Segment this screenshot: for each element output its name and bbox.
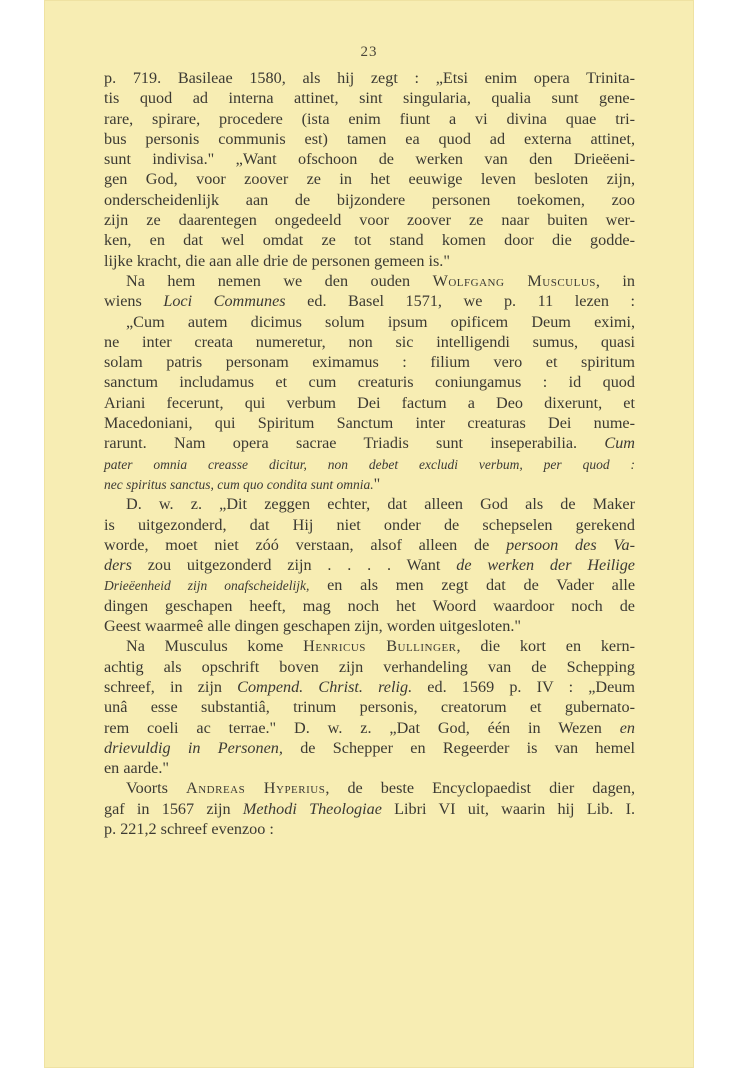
book-page [44, 0, 694, 1068]
text-line: onderscheidenlijk aan de bijzondere personen toekomen, zoo [104, 190, 635, 209]
text-line: gen God, voor zoover ze in het eeuwige leven besloten zijn, [104, 170, 635, 189]
text-line: wiens Loci Communes ed. Basel 1571, we p. 11 lezen : [104, 292, 635, 311]
text-line: rem coeli ac terrae." D. w. z. „Dat God, één in Wezen en [104, 718, 635, 737]
text-line: unâ esse substantiâ, trinum personis, creatorum et gubernato- [104, 698, 635, 717]
text-line: rare, spirare, procedere (ista enim fiunt a vi divina quae tri- [104, 109, 635, 128]
text-line: dingen geschapen heeft, mag noch het Woord waardoor noch de [104, 596, 635, 615]
text-line: bus personis communis est) tamen ea quod ad externa attinet, [104, 129, 635, 148]
text-line: Geest waarmeê alle dingen geschapen zijn, worden uitgesloten." [104, 617, 521, 636]
text-line: ken, en dat wel omdat ze tot stand komen door die godde- [104, 231, 635, 250]
text-line: schreef, in zijn Compend. Christ. relig. ed. 1569 p. IV : „Deum [104, 677, 635, 696]
text-line: Voorts Andreas Hyperius, de beste Encyclopaedist dier dagen, [126, 779, 635, 798]
text-line: p. 221,2 schreef evenzoo : [104, 819, 274, 838]
text-line: solam patris personam eximamus : filium vero et spiritum [104, 353, 635, 372]
text-line: gaf in 1567 zijn Methodi Theologiae Libri VI uit, waarin hij Lib. I. [104, 799, 636, 818]
text-line: D. w. z. „Dit zeggen echter, dat alleen God als de Maker [126, 495, 635, 514]
text-line: p. 719. Basileae 1580, als hij zegt : „Etsi enim opera Trinita- [104, 69, 635, 87]
text-line: Macedoniani, qui Spiritum Sanctum inter creaturas Dei nume- [104, 414, 635, 433]
text-line: rarunt. Nam opera sacrae Triadis sunt inseperabilia. Cum [104, 434, 635, 453]
text-line: drievuldig in Personen, de Schepper en Regeerder is van hemel [104, 738, 635, 757]
text-line: „Cum autem dicimus solum ipsum opificem Deum eximi, [126, 312, 635, 331]
text-line: sanctum includamus et cum creaturis coniungamus : id quod [104, 373, 635, 392]
page-number: 23 [360, 44, 378, 60]
text-line: sunt indivisa." „Want ofschoon de werken van den Drieëeni- [104, 150, 635, 169]
text-line: Ariani fecerunt, qui verbum Dei factum a Deo dixerunt, et [104, 393, 635, 412]
text-line: worde, moet niet zóó verstaan, alsof alleen de persoon des Va- [104, 535, 635, 554]
text-line: is uitgezonderd, dat Hij niet onder de schepselen gerekend [104, 515, 635, 534]
text-line: Drieëenheid zijn onafscheidelijk, en als men zegt dat de Vader alle [104, 576, 636, 595]
text-line: zijn ze daarentegen ongedeeld voor zoover ze naar buiten wer- [104, 211, 635, 230]
text-line: ders zou uitgezonderd zijn . . . . Want de werken der Heilige [104, 556, 635, 575]
text-line: tis quod ad interna attinet, sint singularia, qualia sunt gene- [104, 89, 635, 108]
text-line: pater omnia creasse dicitur, non debet excludi verbum, per quod : [104, 456, 635, 472]
text-line: ne inter creata numeretur, non sic intelligendi sumus, quasi [104, 332, 635, 351]
text-line: Na Musculus kome Henricus Bullinger, die kort en kern- [126, 637, 635, 656]
text-line: lijke kracht, die aan alle drie de personen gemeen is." [104, 251, 450, 270]
text-line: achtig als opschrift boven zijn verhandeling van de Schepping [104, 657, 635, 676]
text-line: Na hem nemen we den ouden Wolfgang Musculus, in [126, 271, 636, 290]
text-line: en aarde." [104, 759, 170, 778]
body-text [104, 68, 635, 839]
text-line: nec spiritus sanctus, cum quo condita sunt omnia." [104, 474, 381, 493]
